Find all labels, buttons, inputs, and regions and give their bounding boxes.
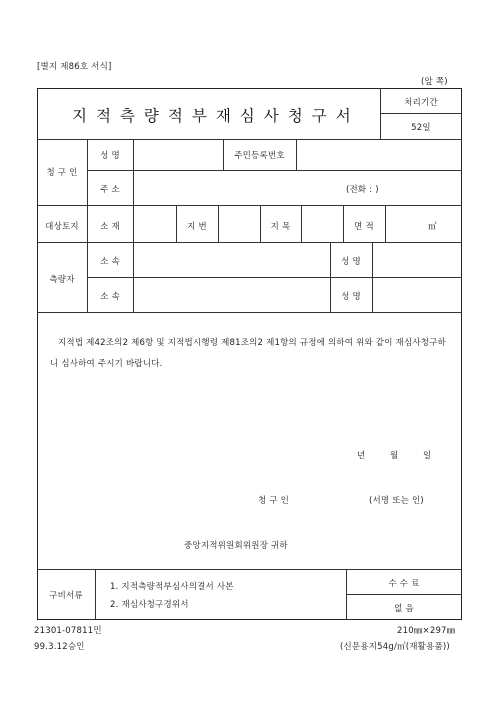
surveyor-section-label: 측량자 bbox=[49, 275, 75, 285]
applicant-address-field[interactable] bbox=[134, 171, 344, 204]
footer-paper-size: 210㎜×297㎜ bbox=[397, 626, 456, 636]
col-rule-attach bbox=[95, 569, 96, 620]
page-side-label: (앞 쪽) bbox=[421, 77, 448, 87]
attachment-item-2: 2. 재심사청구경위서 bbox=[110, 600, 189, 610]
signature-applicant-label: 청 구 인 bbox=[258, 496, 290, 506]
addressee: 중앙지적위원회위원장 귀하 bbox=[184, 541, 288, 551]
processing-period-label: 처리기간 bbox=[404, 98, 438, 108]
applicant-rrn-label: 주민등록번호 bbox=[234, 151, 285, 161]
attachment-item-1: 1. 지적측량적부심사의결서 사본 bbox=[110, 582, 234, 592]
applicant-phone: (전화 : ) bbox=[346, 185, 379, 195]
land-lot-field[interactable] bbox=[219, 206, 259, 241]
footer-code: 21301-07811민 bbox=[34, 626, 102, 636]
land-area-label: 면 적 bbox=[354, 222, 374, 232]
processing-divider bbox=[380, 113, 462, 114]
land-area-unit: ㎡ bbox=[428, 222, 437, 232]
date-year: 년 bbox=[357, 451, 366, 461]
surveyor-name-field-1[interactable] bbox=[373, 243, 461, 276]
fee-label: 수 수 료 bbox=[388, 579, 420, 589]
date-month: 월 bbox=[390, 451, 399, 461]
processing-period-value: 52일 bbox=[411, 123, 431, 133]
surveyor-affiliation-field-2[interactable] bbox=[134, 278, 329, 311]
land-location-label: 소 재 bbox=[100, 222, 120, 232]
land-lot-label: 지 번 bbox=[187, 222, 207, 232]
col-rule-land-6 bbox=[385, 205, 386, 242]
applicant-rrn-field[interactable] bbox=[297, 140, 461, 169]
applicant-name-field[interactable] bbox=[134, 140, 222, 169]
form-number: [별지 제86호 서식] bbox=[37, 62, 112, 72]
request-statement: 지적법 제42조의2 제6항 및 지적법시행령 제81조의2 제1항의 규정에 의하여 위와 같이 재심사청구하니 심사하여 주시기 바랍니다. bbox=[50, 338, 446, 369]
applicant-address-label: 주 소 bbox=[100, 185, 120, 195]
applicant-section-label: 청 구 인 bbox=[46, 168, 78, 178]
land-category-field[interactable] bbox=[302, 206, 342, 241]
surveyor-name-field-2[interactable] bbox=[373, 278, 461, 311]
form-title: 지적측량적부재심사청구서 bbox=[72, 107, 360, 125]
surveyor-affiliation-label-1: 소 속 bbox=[100, 257, 120, 267]
date-day: 일 bbox=[423, 451, 432, 461]
attachments-label: 구비서류 bbox=[49, 591, 83, 601]
surveyor-affiliation-label-2: 소 속 bbox=[100, 292, 120, 302]
rule-7 bbox=[37, 569, 462, 570]
surveyor-affiliation-field-1[interactable] bbox=[134, 243, 329, 276]
surveyor-name-label-1: 성 명 bbox=[341, 257, 361, 267]
rule-6 bbox=[37, 312, 462, 313]
land-section-label: 대상토지 bbox=[45, 222, 79, 232]
land-category-label: 지 목 bbox=[270, 222, 291, 232]
footer-paper-spec: (신문용지54g/㎡(재활용품)) bbox=[340, 642, 450, 652]
surveyor-name-label-2: 성 명 bbox=[341, 292, 361, 302]
land-location-field[interactable] bbox=[134, 206, 175, 241]
footer-approval: 99.3.12승인 bbox=[34, 642, 85, 652]
rule-fee bbox=[346, 594, 462, 595]
applicant-name-label: 성 명 bbox=[100, 151, 120, 161]
signature-note: (서명 또는 인) bbox=[369, 496, 424, 506]
fee-value: 없 음 bbox=[394, 604, 414, 614]
